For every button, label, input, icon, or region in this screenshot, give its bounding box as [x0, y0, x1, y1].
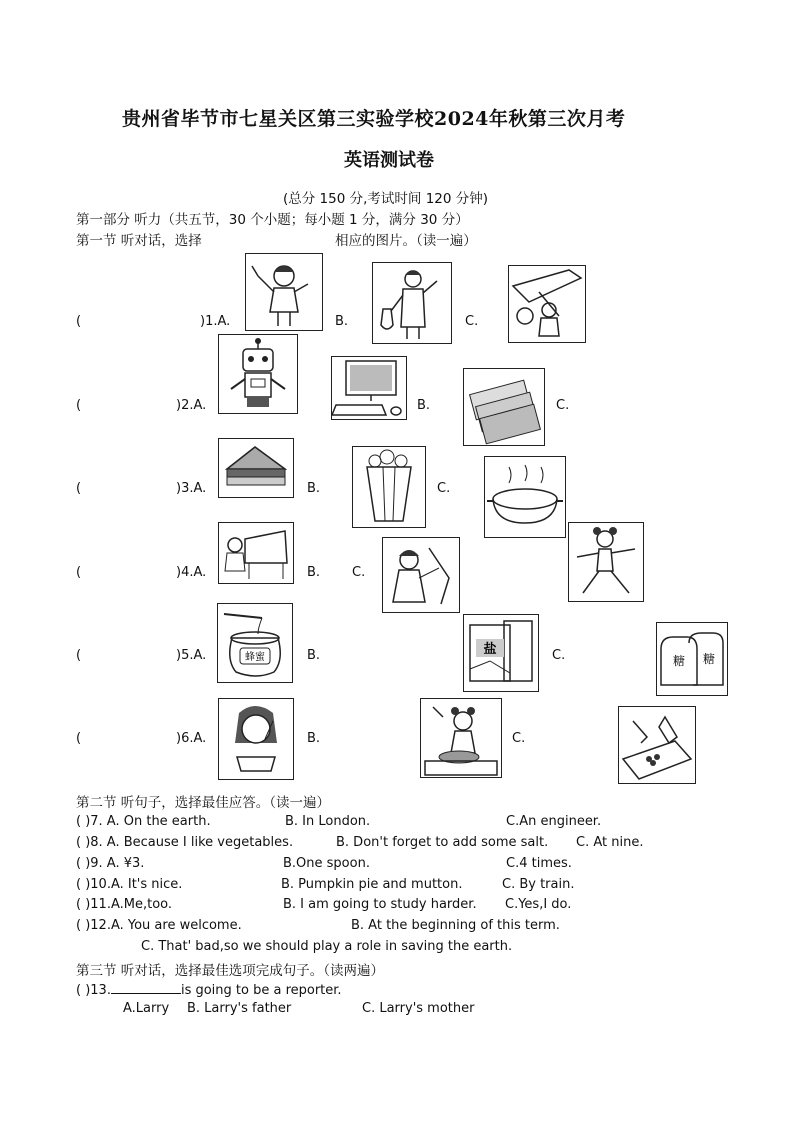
exam-subtitle: 英语测试卷 — [344, 150, 434, 171]
q10-c: C. By train. — [502, 877, 575, 892]
q1-label-c: C. — [465, 314, 479, 329]
q11-c: C.Yes,I do. — [505, 897, 572, 912]
exam-title: 贵州省毕节市七星关区第三实验学校2024年秋第三次月考 — [122, 108, 626, 130]
q8-b: B. Don't forget to add some salt. — [336, 835, 549, 850]
q11-b: B. I am going to study harder. — [283, 897, 477, 912]
q1-picture-c-pilot — [508, 265, 586, 343]
q4-label-a: )4.A. — [176, 565, 207, 580]
q6-picture-b-cooking-girl — [420, 698, 502, 778]
q13-prefix: ( )13. — [76, 983, 111, 998]
q9-a: ( )9. A. ¥3. — [76, 856, 145, 871]
sugar-bag-label-2: 糖 — [702, 652, 716, 666]
section1-heading-left: 第一节 听对话，选择 — [76, 233, 202, 249]
q1-label-b: B. — [335, 314, 349, 329]
q13-blank[interactable] — [111, 981, 181, 994]
q3-label-b: B. — [307, 481, 321, 496]
q7-a: ( )7. A. On the earth. — [76, 814, 211, 829]
q7-b: B. In London. — [285, 814, 371, 829]
q3-label-a: )3.A. — [176, 481, 207, 496]
section3-heading: 第三节 听对话，选择最佳选项完成句子。（读两遍） — [76, 963, 385, 979]
q8-a: ( )8. A. Because I like vegetables. — [76, 835, 294, 850]
q5-paren: ( — [76, 648, 82, 663]
q3-picture-c-hot-soup — [484, 456, 566, 538]
honey-jar-label: 蜂蜜 — [245, 652, 265, 663]
section2-heading: 第二节 听句子，选择最佳应答。（读一遍） — [76, 795, 331, 811]
q5-picture-b-salt — [463, 614, 539, 692]
q13-suffix: is going to be a reporter. — [180, 983, 342, 998]
q3-picture-b-popcorn — [352, 446, 426, 528]
q1-paren: ( — [76, 314, 82, 329]
q9-c: C.4 times. — [506, 856, 572, 871]
q10-b: B. Pumpkin pie and mutton. — [281, 877, 463, 892]
q5-label-c: C. — [552, 648, 566, 663]
q2-label-b: B. — [417, 398, 431, 413]
q5-label-a: )5.A. — [176, 648, 207, 663]
q13-c: C. Larry's mother — [362, 1001, 475, 1016]
q5-label-b: B. — [307, 648, 321, 663]
q6-picture-a-drinking-girl — [218, 698, 294, 780]
q6-paren: ( — [76, 731, 82, 746]
q2-paren: ( — [76, 398, 82, 413]
q12-a: ( )12.A. You are welcome. — [76, 918, 242, 933]
q6-label-b: B. — [307, 731, 321, 746]
q4-label-c: C. — [352, 565, 366, 580]
q3-picture-a-sandwich — [218, 438, 294, 498]
q4-picture-b-painting-girl — [382, 537, 460, 613]
q12-c: C. That' bad,so we should play a role in saving the earth. — [141, 939, 513, 954]
q13-a: A.Larry — [123, 1001, 170, 1016]
salt-bag-label: 盐 — [483, 642, 497, 657]
q6-label-c: C. — [512, 731, 526, 746]
q1-label-a: )1.A. — [200, 314, 231, 329]
sugar-bag-label-1: 糖 — [672, 654, 686, 668]
part1-heading: 第一部分 听力（共五节，30 个小题；每小题 1 分，满分 30 分） — [76, 212, 469, 228]
q4-label-b: B. — [307, 565, 321, 580]
q4-paren: ( — [76, 565, 82, 580]
q6-picture-c-chopping — [618, 706, 696, 784]
q1-picture-a-conductor — [245, 253, 323, 331]
q11-a: ( )11.A.Me,too. — [76, 897, 173, 912]
exam-info: (总分 150 分,考试时间 120 分钟) — [283, 191, 489, 207]
q2-picture-b-computer — [331, 356, 407, 420]
q4-picture-c-kung-fu — [568, 522, 644, 602]
q3-label-c: C. — [437, 481, 451, 496]
q8-c: C. At nine. — [576, 835, 644, 850]
q13-b: B. Larry's father — [187, 1001, 292, 1016]
q6-label-a: )6.A. — [176, 731, 207, 746]
q2-label-c: C. — [556, 398, 570, 413]
q5-picture-c-sugar — [656, 622, 728, 696]
section1-heading-right: 相应的图片。（读一遍） — [335, 233, 477, 249]
q3-paren: ( — [76, 481, 82, 496]
q7-c: C.An engineer. — [506, 814, 602, 829]
q5-picture-a-honey — [217, 603, 293, 683]
q13-stem — [76, 981, 342, 998]
q12-b: B. At the beginning of this term. — [351, 918, 560, 933]
q9-b: B.One spoon. — [283, 856, 370, 871]
q2-label-a: )2.A. — [176, 398, 207, 413]
q2-picture-a-robot — [218, 334, 298, 414]
q2-picture-c-paper-money — [463, 368, 545, 446]
q4-picture-a-piano — [218, 522, 294, 584]
q10-a: ( )10.A. It's nice. — [76, 877, 183, 892]
q1-picture-b-scientist — [372, 262, 452, 344]
